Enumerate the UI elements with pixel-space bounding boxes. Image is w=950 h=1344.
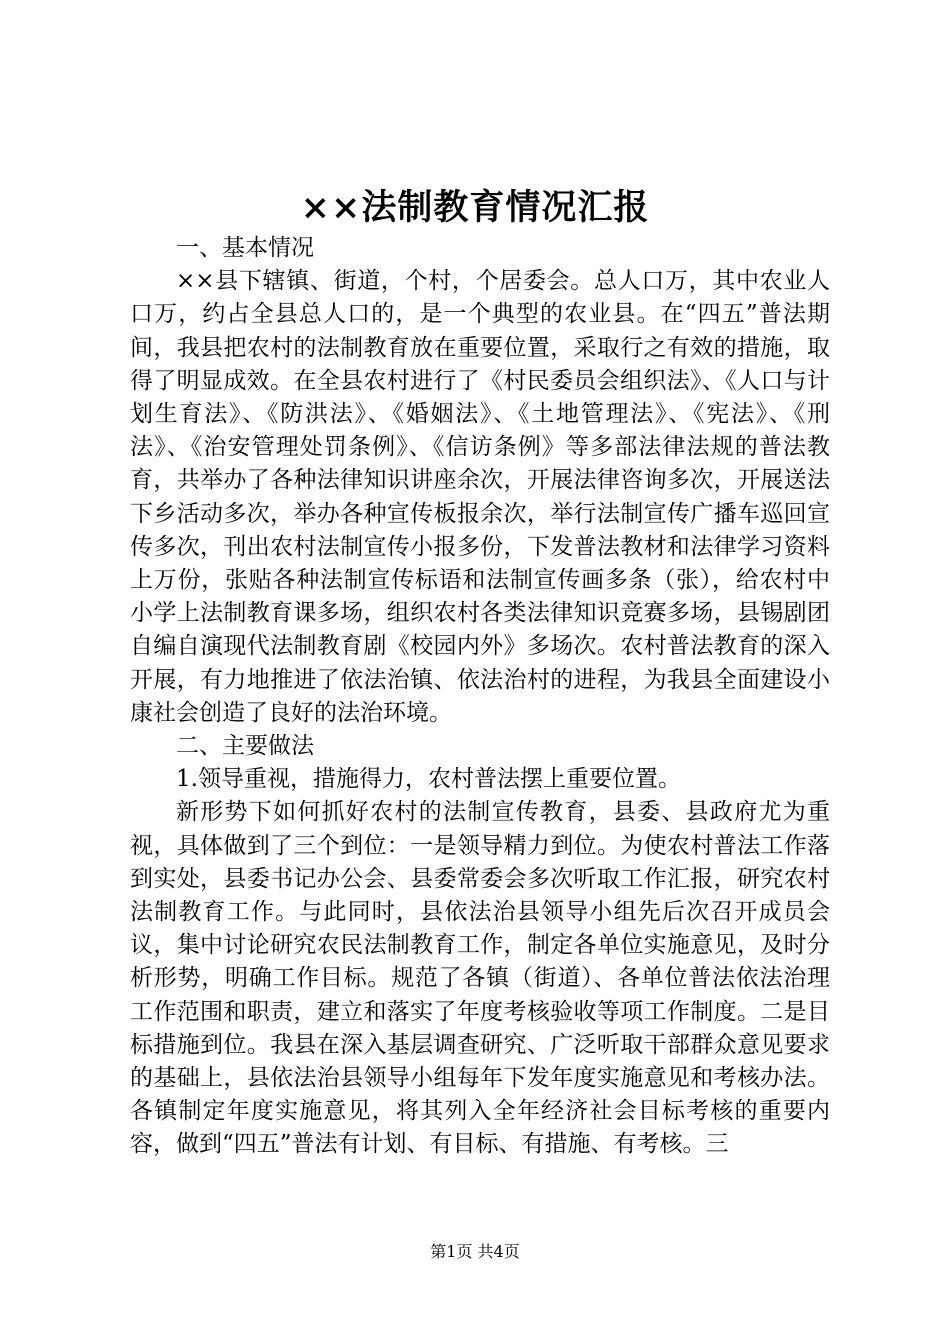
- document-body: [130, 232, 830, 1162]
- paragraph-basic-situation: ××县下辖镇、街道，个村，个居委会。总人口万，其中农业人口万，约占全县总人口的，是一个典型的农业县。在“四五”普法期间，我县把农村的法制教育放在重要位置，采取行之有效的措施，取得了明显成效。在全县农村进行了《村民委员会组织法》、《人口与计划生育法》、《防洪法》、《婚姻法》、《土地管理法》、《宪法》、《刑法》、《治安管理处罚条例》、《信访条例》等多部法律法规的普法教育，共举办了各种法律知识讲座余次，开展法律咨询多次，开展送法下乡活动多次，举办各种宣传板报余次，举行法制宣传广播车巡回宣传多次，刊出农村法制宣传小报多份，下发普法教材和法律学习资料上万份，张贴各种法制宣传标语和法制宣传画多条（张），给农村中小学上法制教育课多场，组织农村各类法律知识竞赛多场，县锡剧团自编自演现代法制教育剧《校园内外》多场次。农村普法教育的深入开展，有力地推进了依法治镇、依法治村的进程，为我县全面建设小康社会创造了良好的法治环境。: [130, 268, 830, 726]
- subheading-leadership: 1.领导重视，措施得力，农村普法摆上重要位置。: [176, 766, 681, 793]
- page-footer: 第1页 共4页: [430, 1242, 520, 1261]
- document-title: ××法制教育情况汇报: [300, 187, 650, 228]
- section-heading-basic: 一、基本情况: [176, 235, 314, 261]
- section-heading-methods: 二、主要做法: [176, 733, 314, 760]
- paragraph-leadership: 新形势下如何抓好农村的法制宣传教育，县委、县政府尤为重视，具体做到了三个到位：一是领导精力到位。为使农村普法工作落到实处，县委书记办公会、县委常委会多次听取工作汇报，研究农村法制教育工作。与此同时，县依法治县领导小组先后次召开成员会议，集中讨论研究农民法制教育工作，制定各单位实施意见，及时分析形势，明确工作目标。规范了各镇（街道）、各单位普法依法治理工作范围和职责，建立和落实了年度考核验收等项工作制度。二是目标措施到位。我县在深入基层调查研究、广泛听取干部群众意见要求的基础上，县依法治县领导小组每年下发年度实施意见和考核办法。各镇制定年度实施意见，将其列入全年经济社会目标考核的重要内容，做到“四五”普法有计划、有目标、有措施、有考核。三: [130, 799, 830, 1158]
